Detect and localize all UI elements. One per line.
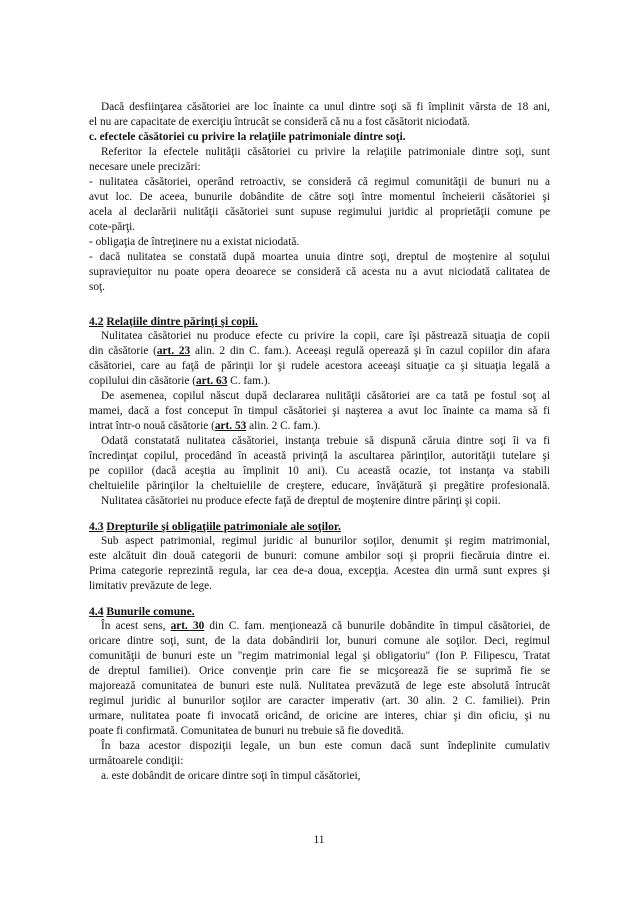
section-title: Drepturile şi obligaţiile patrimoniale ale soţilor. [106, 520, 341, 533]
text-line: pe copiilor (dacă aceştia au împlinit 10 ani). Cu această ocazie, tot instanţa va stabili [89, 465, 550, 477]
text-line: poate fi confirmată. Comunitatea de bunuri nu trebuie să fie dovedită. [89, 725, 404, 737]
text-span: copilului din căsătorie ( [89, 375, 196, 387]
text-line: c. efectele căsătoriei cu privire la relaţiile patrimoniale dintre soţi. [89, 131, 406, 143]
text-line: - nulitatea căsătoriei, operând retroactiv, se consideră că regimul comunităţii de bunuri nu a [89, 176, 550, 188]
text-span: În acest sens, [101, 620, 171, 632]
article-reference: art. 53 [214, 420, 247, 432]
text-span: din căsătorie ( [89, 345, 157, 357]
text-line: este alcătuit din două categorii de bunuri: comune ambilor soţi şi proprii fiecăruia dintre ei. [89, 550, 550, 562]
text-line: avut loc. De aceea, bunurile dobândite de către soţi între momentul încheierii căsătoriei şi [89, 191, 550, 203]
text-line [89, 419, 550, 434]
text-line: De asemenea, copilul născut după declararea nulităţii căsătoriei are ca tată pe fostul soţ al [101, 390, 550, 402]
text-line: necesare unele precizări: [89, 161, 201, 173]
text-line: oricare dintre soţi, sunt, de la data dobândirii lor, bunuri comune ale soţilor. Deci, regimul [89, 635, 550, 647]
section-number: 4.4 [89, 605, 104, 618]
text-line: Odată constatată nulitatea căsătoriei, instanţa trebuie să dispună căruia dintre soţi îi va fi [101, 435, 550, 447]
text-line: cote-părţi. [89, 221, 136, 233]
text-line: Nulitatea căsătoriei nu produce efecte faţă de dreptul de moştenire dintre părinţi şi copii. [101, 495, 501, 507]
text-line: el nu are capacitate de exerciţiu întrucât se consideră că nu a fost căsătorit niciodată. [89, 116, 471, 128]
section-number: 4.2 [89, 315, 104, 328]
text-line: a. este dobândit de oricare dintre soţi în timpul căsătoriei, [101, 770, 361, 782]
text-span: din C. fam. menţionează că bunurile dobândite în timpul căsătoriei, de [204, 620, 550, 632]
text-line: comunităţii de bunuri este un "regim matrimonial legal şi obligatoriu" (Ion P. Filipescu, Tratat [89, 650, 550, 662]
text-line: Sub aspect patrimonial, regimul juridic al bunurilor soţilor, denumit şi regim matrimonial, [101, 535, 550, 547]
text-line: căsătoriei, care au faţă de părinţii lor şi rudele acestora aceeaşi situaţie ca şi situaţia legală a [89, 360, 550, 372]
text-line: acela al declarării nulităţii căsătoriei sunt supuse regimului juridic al proprietăţii comune pe [89, 206, 550, 218]
text-line [89, 374, 550, 389]
section-heading-4-4 [89, 604, 195, 619]
page-number: 11 [313, 834, 325, 846]
section-heading-4-3 [89, 519, 341, 534]
section-title: Relaţiile dintre părinţi şi copii. [106, 315, 258, 328]
article-reference: art. 63 [195, 375, 228, 387]
section-title: Bunurile comune. [106, 605, 195, 618]
text-line: - obligaţia de întreţinere nu a existat niciodată. [89, 236, 300, 248]
text-line: limitativ prevăzute de lege. [89, 580, 212, 592]
text-line: Referitor la efectele nulităţii căsătoriei cu privire la relaţiile patrimoniale dintre soţi, sunt [101, 146, 550, 158]
article-reference: art. 30 [170, 620, 205, 632]
text-line: - dacă nulitatea se constată după moartea unuia dintre soţi, dreptul de moştenire al soţului [89, 251, 550, 263]
text-span: C. fam.). [227, 375, 271, 387]
text-span: alin. 2 din C. fam.). Aceeaşi regulă operează şi în cazul copiilor din afara [190, 345, 550, 357]
text-line: În baza acestor dispoziţii legale, un bun este comun dacă sunt îndeplinite cumulativ [101, 740, 550, 752]
text-line: soţ. [89, 281, 106, 293]
text-line: cheltuielile părinţilor la cheltuielile de creştere, educare, învăţătură şi pregătire profesională. [89, 480, 550, 492]
article-reference: art. 23 [156, 345, 191, 357]
text-line: Nulitatea căsătoriei nu produce efecte cu privire la copii, care îşi păstrează situaţia de copii [101, 330, 550, 342]
text-line: urmare, nulitatea poate fi invocată oricând, de oricine are interes, chiar şi din oficiu, şi nu [89, 710, 550, 722]
text-line: mamei, dacă a fost conceput în timpul căsătoriei şi naşterea a avut loc înainte ca mama să fi [89, 405, 550, 417]
text-line [89, 619, 550, 634]
text-line: Prima categorie reprezintă regula, iar cea de-a doua, excepţia. Acestea din urmă sunt expres şi [89, 565, 550, 577]
text-line: majorează comunitatea de bunuri este nulă. Nulitatea prevăzută de lege este absolută întrucât [89, 680, 550, 692]
text-span: alin. 2 C. fam.). [246, 420, 321, 432]
section-number: 4.3 [89, 520, 104, 533]
section-heading-4-2 [89, 314, 258, 329]
text-line: regimul juridic al bunurilor soţilor are caracter imperativ (art. 30 alin. 2 C. familiei). Prin [89, 695, 550, 707]
text-line: supravieţuitor nu poate opera deoarece se consideră că acesta nu a avut niciodată calitatea de [89, 266, 550, 278]
text-line: următoarele condiţii: [89, 755, 184, 767]
text-span: intrat într-o nouă căsătorie ( [89, 420, 215, 432]
text-line [89, 344, 550, 359]
text-line: Dacă desfiinţarea căsătoriei are loc înainte ca unul dintre soţi să fi împlinit vârsta de 18 ani, [101, 101, 550, 113]
text-line: încredinţat copilul, procedând în această privinţă la ascultarea părinţilor, autorităţii tutelare şi [89, 450, 550, 462]
text-line: de dreptul familiei). Orice convenţie prin care fie se micşorează fie se suprimă fie se [89, 665, 550, 677]
